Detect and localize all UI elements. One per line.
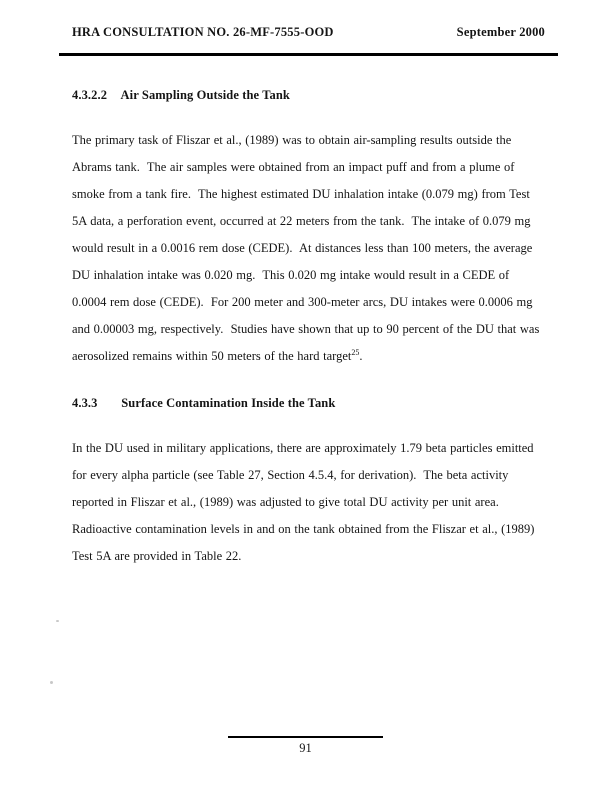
paragraph-text-end: . xyxy=(359,348,363,363)
page-number: 91 xyxy=(299,741,312,755)
footer-rule xyxy=(228,736,383,738)
scan-artifact xyxy=(56,620,59,622)
footnote-reference: 25 xyxy=(351,347,360,357)
scan-artifact xyxy=(50,681,53,684)
header-rule xyxy=(59,53,558,56)
document-header xyxy=(72,25,545,40)
paragraph-surface-contamination xyxy=(72,435,545,570)
section-heading-surface-contamination xyxy=(72,396,545,411)
section-number: 4.3.3 xyxy=(72,395,98,410)
section-heading-air-sampling xyxy=(72,88,545,103)
paragraph-air-sampling xyxy=(72,127,545,370)
header-date: September 2000 xyxy=(456,25,545,39)
section-title: Air Sampling Outside the Tank xyxy=(120,87,290,102)
section-number: 4.3.2.2 xyxy=(72,87,108,102)
header-consultation-number: HRA CONSULTATION NO. 26-MF-7555-OOD xyxy=(72,25,334,39)
paragraph-text: The primary task of Fliszar et al., (1989) was to obtain air-sampling results outside the Abrams tank. The air samples were obtained from an impact puff and from a plume of smoke from a tank fire. The highest estimated DU inhalation intake (0.079 mg) from Test 5A data, a perforation event, occurred at 22 meters from the tank. The intake of 0.079 mg would result in a 0.0016 rem dose (CEDE). At distances less than 100 meters, the average DU inhalation intake was 0.020 mg. This 0.020 mg intake would result in a CEDE of 0.0004 rem dose (CEDE). For 200 meter and 300-meter arcs, DU intakes were 0.0006 mg and 0.00003 mg, respectively. Studies have shown that up to 90 percent of the DU that was aerosolized remains within 50 meters of the hard target xyxy=(72,132,543,363)
document-footer xyxy=(0,736,611,756)
paragraph-text: In the DU used in military applications, there are approximately 1.79 beta particles emitted for every alpha particle (see Table 27, Section 4.5.4, for derivation). The beta activity reported in Fliszar et al., (1989) was adjusted to give total DU activity per unit area. Radioactive contamination levels in and on the tank obtained from the Fliszar et al., (1989) Test 5A are provided in Table 22. xyxy=(72,440,538,563)
section-title: Surface Contamination Inside the Tank xyxy=(121,395,336,410)
